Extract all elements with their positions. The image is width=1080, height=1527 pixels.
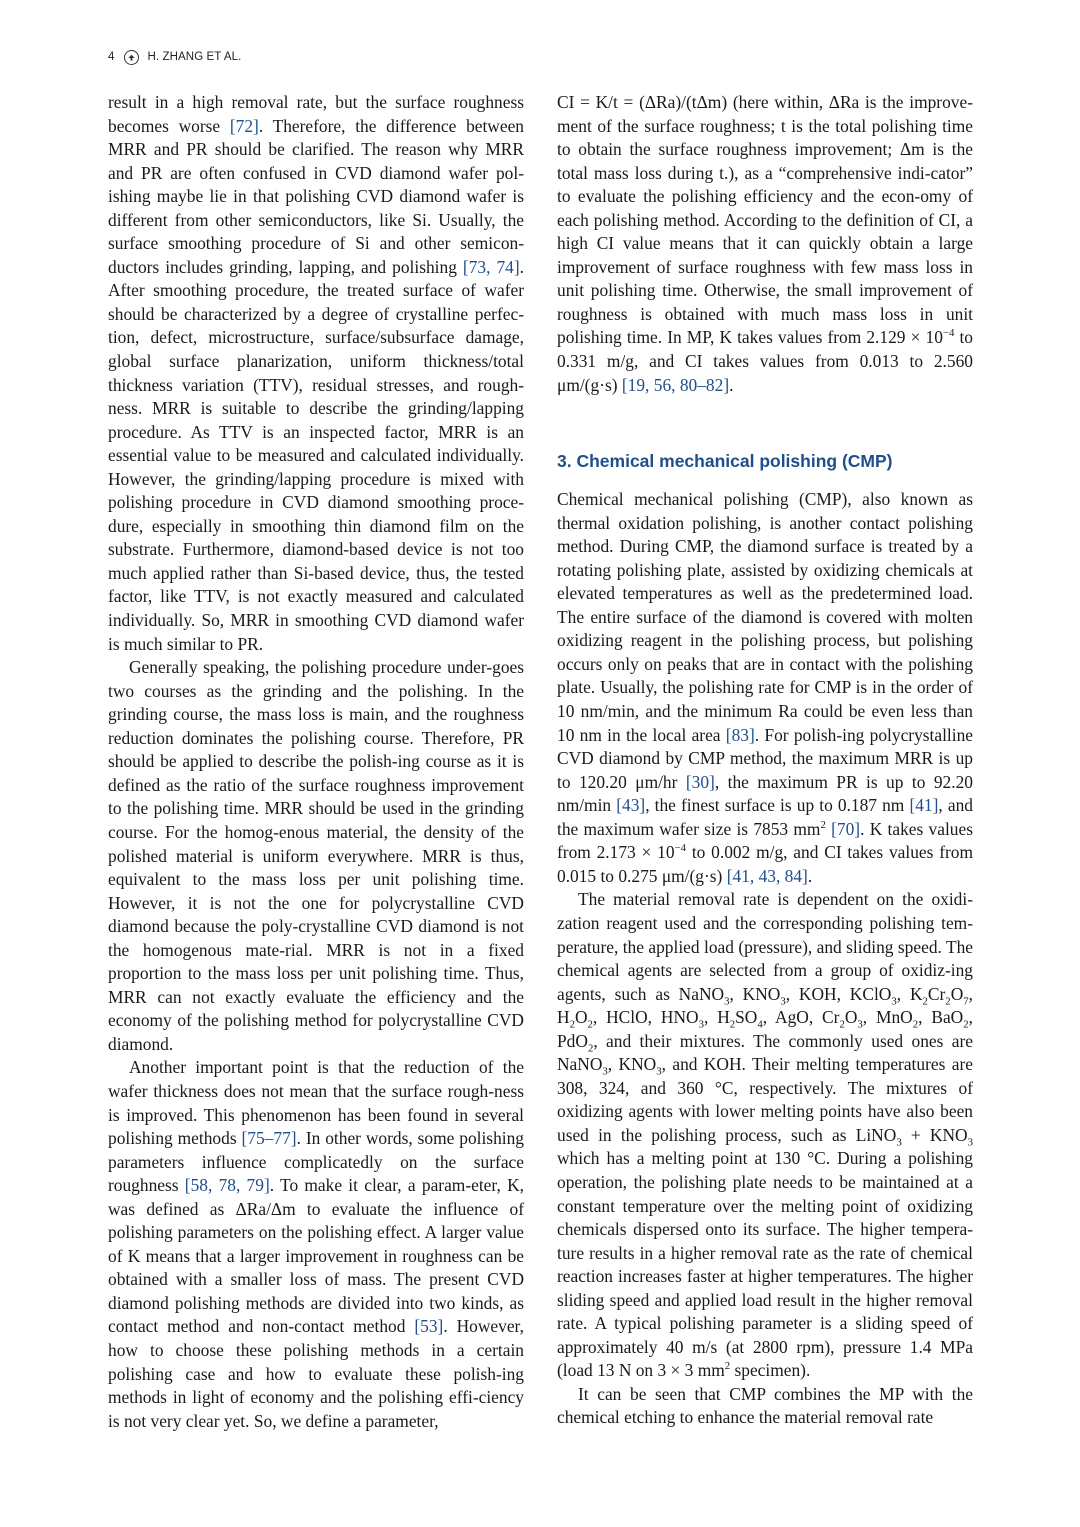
paragraph: CI = K/t = (ΔRa)/(tΔm) (here within, ΔRa is the improve-ment of the surface roughness; t is the total polishing time to obtain the surface roughness improvement; Δm is the total mass loss during t.), as a “comprehensive indi-cator” to evaluate the polishing efficiency and the econ-omy of each polishing method. According to the definition of CI, a high CI value means that it can quickly obtain a large improvement of surface roughness with few mass loss in unit polishing time. Otherwise, the small improvement of roughness is obtained with much mass loss in unit polishing time. In MP, K takes values from $2.129 \times 10^{-4}$ to 0.331 m/g, and CI takes values from 0.013 to 2.560 μm/(g·s) [19, 56, 80–82].	[557, 92, 974, 395]
page-number: 4	[108, 51, 115, 63]
citation-link[interactable]: [70]	[831, 818, 861, 839]
citation-link[interactable]: [83]	[725, 724, 755, 745]
publisher-logo-icon	[124, 50, 139, 65]
citation-link[interactable]: [30]	[685, 771, 715, 792]
paragraph: Chemical mechanical polishing (CMP), also known as thermal oxidation polishing, is another contact polishing method. During CMP, the diamond surface is treated by a rotating polishing plate, assisted by oxidizing chemicals at elevated temperatures as well as the predetermined load. The entire surface of the diamond is covered with molten oxidizing reagent in the polishing process, but polishing occurs only on peaks that are in contact with the polishing plate. Usually, the polishing rate for CMP is in the order of 10 nm/min, and the minimum Ra could be even less than 10 nm in the local area [83]. For polish-ing polycrystalline CVD diamond by CMP method, the maximum MRR is up to 120.20 μm/hr [30], the maximum PR is up to 92.20 nm/min [43], the finest surface is up to 0.187 nm [41], and the maximum wafer size is 7853 $mm^2$ [70]. K takes values from $2.173 \times 10^{-4}$ to 0.002 m/g, and CI takes values from 0.015 to 0.275 μm/(g·s) [41, 43, 84].	[557, 489, 973, 886]
citation-link[interactable]: [73, 74]	[462, 256, 520, 277]
citation-link[interactable]: [75–77]	[241, 1128, 297, 1149]
citation-link[interactable]: [41]	[909, 795, 939, 816]
running-head-authors: H. ZHANG ET AL.	[147, 51, 242, 63]
running-head	[108, 46, 241, 68]
citation-link[interactable]: [41, 43, 84]	[726, 865, 808, 886]
citation-link[interactable]: [58, 78, 79]	[184, 1175, 270, 1196]
left-column	[108, 91, 524, 1433]
section-heading: 3. Chemical mechanical polishing (CMP)	[557, 451, 893, 472]
citation-link[interactable]: [72]	[229, 115, 259, 136]
paragraph: Another important point is that the reduction of the wafer thickness does not mean that the surface rough-ness is improved. This phenomenon has been found in several polishing methods [75–77]. In other words, some polishing parameters influence complicatedly on the surface roughness [58, 78, 79]. To make it clear, a param-eter, K, was defined as ΔRa/Δm to evaluate the influence of polishing parameters on the polishing effect. A larger value of K means that a larger improvement in roughness can be obtained with a smaller loss of mass. The present CVD diamond polishing methods are divided into two kinds, as contact method and non-contact method [53]. However, how to choose these polishing methods in a certain polishing case and how to evaluate these polish-ing methods in light of economy and the polishing effi-ciency is not very clear yet. So, we define a parameter,	[108, 1057, 524, 1431]
paragraph: The material removal rate is dependent on the oxidi-zation reagent used and the corresponding polishing tem-perature, the applied load (pressure), and sliding speed. The chemical agents are selected from a group of oxidiz-ing agents, such as NaNO$_3$, $KNO_3$, KOH, KClO$_3$, $K_2Cr_2O_7$, $H_2O_2$, HClO, $HNO_3$, $H_2SO_4$, AgO, $Cr_2O_3$, MnO$_2$, BaO$_2$, PdO$_2$, and their mixtures. The commonly used ones are NaNO$_3$, $KNO_3$, and KOH. Their melting temperatures are 308, 324, and 360 °C, respectively. The mixtures of oxidizing agents with lower melting points have also been used in the polishing process, such as LiNO$_3$ + $KNO_3$ which has a melting point at 130 °C. During a polishing operation, the polishing plate needs to be maintained at a constant temperature over the melting point of oxidizing chemicals dispersed onto its surface. The higher tempera-ture results in a higher removal rate as the rate of chemical reaction increases faster at higher temperatures. The higher sliding speed and applied load result in the higher removal rate. A typical polishing parameter is a sliding speed of approximately 40 m/s (at 2800 rpm), pressure 1.4 MPa (load 13 N on 3 × 3 $mm^2$ specimen).	[557, 889, 973, 1381]
paragraph: result in a high removal rate, but the surface roughness becomes worse [72]. Therefore, the difference between MRR and PR should be clarified. The reason why MRR and PR are often confused in CVD diamond wafer pol-ishing maybe lie in that polishing CVD diamond wafer is different from other semiconductors, like Si. Usually, the surface smoothing procedure of Si and other semicon-ductors includes grinding, lapping, and polishing [73, 74]. After smoothing procedure, the treated surface of wafer should be characterized by a degree of crystalline perfec-tion, defect, microstructure, surface/subsurface damage, global surface planarization, uniform thickness/total thickness variation (TTV), residual stresses, and rough-ness. MRR is suitable to describe the grinding/lapping procedure. As TTV is an inspected factor, MRR is an essential value to be measured and calculated individually. However, the grinding/lapping procedure is mixed with polishing procedure in CVD diamond smoothing proce-dure, especially in smoothing thin diamond film on the substrate. Furthermore, diamond-based device is not too much applied rather than Si-based device, thus, the tested factor, like TTV, is not exactly measured and calculated individually. So, MRR in smoothing CVD diamond wafer is much similar to PR.	[108, 92, 525, 654]
citation-link[interactable]: [19, 56, 80–82]	[621, 374, 730, 395]
citation-link[interactable]: [53]	[414, 1316, 444, 1337]
paragraph: It can be seen that CMP combines the MP with the chemical etching to enhance the material removal rate	[557, 1383, 973, 1428]
citation-link[interactable]: [43]	[616, 795, 646, 816]
paragraph: Generally speaking, the polishing procedure under-goes two courses as the grinding and the polishing. In the grinding course, the mass loss is main, and the roughness reduction dominates the polishing course. Therefore, PR should be applied to describe the polish-ing course as it is defined as the ratio of the surface roughness improvement to the polishing time. MRR should be used in the grinding course. For the homog-enous material, the density of the polished material is uniform everywhere. MRR is thus, equivalent to the mass loss per unit polishing time. However, it is not the one for polycrystalline CVD diamond because the poly-crystalline CVD diamond is not the homogenous mate-rial. MRR is not in a fixed proportion to the mass loss per unit polishing time. Thus, MRR can not exactly evaluate the efficiency and the economy of the polishing method for polycrystalline CVD diamond.	[108, 657, 524, 1054]
right-column	[557, 91, 973, 1430]
